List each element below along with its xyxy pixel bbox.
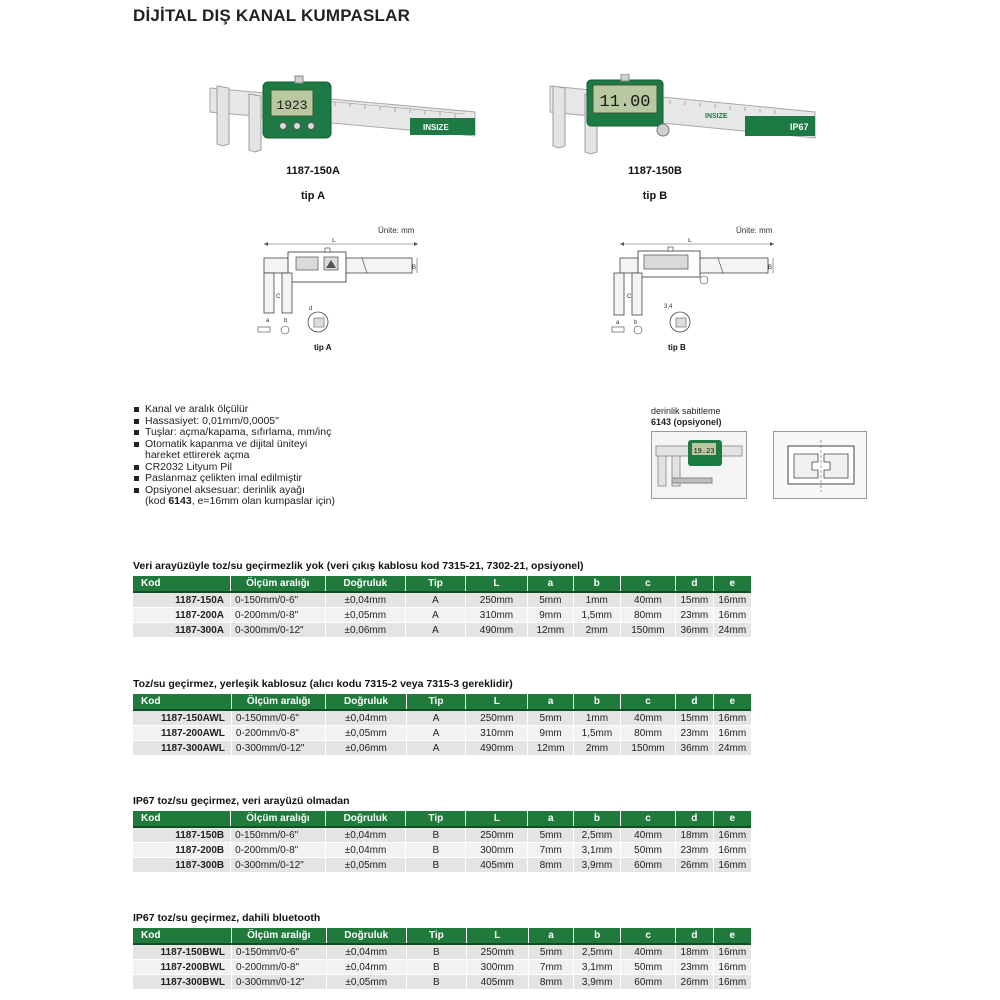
cell-type: B (406, 858, 466, 873)
cell-L: 250mm (465, 592, 527, 608)
cell-type: A (406, 710, 466, 726)
feature-item: Hassasiyet: 0,01mm/0,0005" (133, 416, 375, 428)
cell-range: 0-150mm/0-6" (232, 944, 327, 960)
cell-d: 23mm (676, 960, 713, 975)
cell-b: 1,5mm (573, 608, 620, 623)
cell-code: 1187-200AWL (133, 726, 231, 741)
unit-note-a: Ünite: mm (378, 226, 415, 235)
cell-code: 1187-300B (133, 858, 231, 873)
table-row (133, 827, 751, 843)
cell-b: 2mm (574, 741, 621, 756)
dim-34-b: 3,4 (664, 304, 673, 310)
column-header-accuracy: Doğruluk (325, 811, 406, 827)
feature-text: , e=16mm olan kumpaslar için) (191, 495, 335, 507)
cell-code: 1187-200B (133, 843, 231, 858)
cell-d: 15mm (676, 710, 713, 726)
cell-code: 1187-200A (133, 608, 231, 623)
cell-a: 5mm (528, 944, 573, 960)
cell-c: 150mm (620, 623, 676, 638)
cell-L: 490mm (465, 623, 527, 638)
lcd-value-a: 1923 (276, 98, 308, 113)
cell-e: 16mm (713, 843, 751, 858)
cell-c: 80mm (620, 726, 675, 741)
accessory-caliper-icon (652, 432, 746, 498)
accessory-lcd-value: 19.23 (693, 448, 715, 456)
cell-e: 16mm (713, 726, 751, 741)
cell-e: 16mm (713, 975, 751, 990)
table-row (133, 623, 751, 638)
brand-logo-a: INSIZE (423, 123, 449, 132)
column-header-d: d (676, 811, 713, 827)
cell-L: 300mm (466, 960, 528, 975)
cell-range: 0-200mm/0-8" (231, 608, 326, 623)
table-title-data-interface: Veri arayüzüyle toz/su geçirmezlik yok (veri çıkış kablosu kod 7315-21, 7302-21, opsiyonel) (133, 560, 584, 572)
spec-table-data-interface (133, 576, 751, 638)
cell-e: 16mm (713, 710, 751, 726)
column-header-d: d (676, 928, 713, 944)
accessory-name: derinlik sabitleme (651, 406, 721, 416)
cell-range: 0-300mm/0-12" (231, 741, 325, 756)
cell-c: 60mm (621, 975, 676, 990)
dim-C-a: C (276, 294, 281, 300)
column-header-range: Ölçüm aralığı (231, 576, 326, 592)
cell-accuracy: ±0,06mm (326, 741, 406, 756)
cell-a: 5mm (528, 710, 574, 726)
column-header-type: Tip (406, 576, 466, 592)
cell-e: 16mm (713, 944, 751, 960)
cell-a: 12mm (527, 623, 573, 638)
cell-e: 16mm (713, 960, 751, 975)
cell-b: 3,1mm (574, 960, 621, 975)
column-header-e: e (713, 576, 751, 592)
cell-c: 40mm (620, 592, 676, 608)
column-header-L: L (465, 576, 527, 592)
cell-a: 9mm (527, 608, 573, 623)
cell-b: 3,9mm (573, 858, 620, 873)
dimension-diagram-a (252, 238, 424, 342)
table-row (133, 975, 751, 990)
cell-a: 5mm (527, 592, 573, 608)
cell-d: 36mm (676, 741, 713, 756)
dim-d-a: d (309, 306, 313, 312)
table-row (133, 741, 751, 756)
table-title-wireless: Toz/su geçirmez, yerleşik kablosuz (alıcı kodu 7315-2 veya 7315-3 gereklidir) (133, 678, 513, 690)
cell-a: 8mm (528, 975, 573, 990)
column-header-e: e (713, 811, 751, 827)
dimension-diagram-b (608, 238, 780, 342)
feature-text: (kod (145, 495, 169, 507)
column-header-b: b (574, 928, 621, 944)
cell-d: 18mm (676, 827, 713, 843)
cell-accuracy: ±0,04mm (325, 827, 406, 843)
dim-a-b: a (616, 320, 620, 326)
diagram-type-a: tip A (314, 343, 332, 352)
spec-table-ip67 (133, 811, 751, 873)
feature-item: Otomatik kapanma ve dijital üniteyi (133, 439, 375, 451)
cell-e: 16mm (713, 827, 751, 843)
cell-accuracy: ±0,04mm (325, 843, 406, 858)
ip67-badge: IP67 (790, 122, 809, 132)
cell-c: 50mm (621, 960, 676, 975)
feature-item: CR2032 Lityum Pil (133, 462, 375, 474)
spec-table-bluetooth (133, 928, 751, 990)
column-header-e: e (713, 694, 751, 710)
accessory-label (651, 406, 722, 428)
cell-a: 5mm (528, 827, 574, 843)
column-header-b: b (574, 694, 621, 710)
cell-accuracy: ±0,05mm (325, 608, 405, 623)
column-header-e: e (713, 928, 751, 944)
cell-e: 16mm (713, 858, 751, 873)
column-header-a: a (528, 694, 574, 710)
cell-a: 7mm (528, 960, 573, 975)
cell-range: 0-300mm/0-12" (231, 623, 326, 638)
cell-c: 150mm (620, 741, 675, 756)
cell-d: 15mm (676, 592, 713, 608)
cell-accuracy: ±0,04mm (326, 960, 406, 975)
column-header-c: c (620, 576, 676, 592)
model-caption-b: 1187-150B (628, 165, 682, 177)
cell-a: 7mm (528, 843, 574, 858)
cell-e: 24mm (713, 623, 751, 638)
cell-range: 0-300mm/0-12" (232, 975, 327, 990)
cell-d: 26mm (676, 858, 713, 873)
feature-item: Paslanmaz çelikten imal edilmiştir (133, 473, 375, 485)
column-header-range: Ölçüm aralığı (231, 811, 326, 827)
cell-accuracy: ±0,06mm (325, 623, 405, 638)
cell-d: 36mm (676, 623, 713, 638)
column-header-L: L (466, 694, 528, 710)
cell-range: 0-200mm/0-8" (231, 726, 325, 741)
accessory-diagram (773, 431, 867, 499)
table-row (133, 843, 751, 858)
spec-table-wireless (133, 694, 751, 756)
cell-b: 2,5mm (574, 944, 621, 960)
cell-code: 1187-150A (133, 592, 231, 608)
cell-L: 310mm (465, 608, 527, 623)
cell-range: 0-300mm/0-12" (231, 858, 326, 873)
column-header-a: a (528, 928, 573, 944)
cell-b: 3,1mm (573, 843, 620, 858)
table-row (133, 858, 751, 873)
column-header-type: Tip (406, 928, 466, 944)
column-header-range: Ölçüm aralığı (231, 694, 325, 710)
model-caption-a: 1187-150A (286, 165, 340, 177)
dim-L-a: L (332, 238, 336, 244)
lcd-value-b: 11.00 (599, 93, 651, 112)
cell-type: B (406, 944, 466, 960)
type-caption-a: tip A (300, 190, 326, 202)
column-header-accuracy: Doğruluk (326, 928, 406, 944)
cell-accuracy: ±0,05mm (326, 726, 406, 741)
cell-code: 1187-300BWL (133, 975, 232, 990)
cell-L: 405mm (466, 975, 528, 990)
cell-e: 24mm (713, 741, 751, 756)
page-title: DİJİTAL DIŞ KANAL KUMPASLAR (133, 6, 411, 25)
unit-note-b: Ünite: mm (736, 226, 773, 235)
column-header-code: Kod (133, 694, 231, 710)
cell-L: 300mm (466, 843, 528, 858)
dim-B-b: B (768, 265, 773, 271)
cell-d: 26mm (676, 975, 713, 990)
table-title-bluetooth: IP67 toz/su geçirmez, dahili bluetooth (133, 912, 321, 924)
cell-b: 2mm (573, 623, 620, 638)
cell-range: 0-200mm/0-8" (232, 960, 327, 975)
cell-accuracy: ±0,05mm (326, 975, 406, 990)
groove-diagram-icon (774, 432, 866, 498)
type-caption-b: tip B (642, 190, 668, 202)
cell-a: 12mm (528, 741, 574, 756)
cell-range: 0-150mm/0-6" (231, 827, 326, 843)
dim-b-a: b (284, 318, 288, 324)
cell-b: 1mm (573, 592, 620, 608)
accessory-code: 6143 (168, 495, 192, 507)
cell-a: 8mm (528, 858, 574, 873)
dim-L-b: L (688, 238, 692, 244)
cell-code: 1187-150BWL (133, 944, 232, 960)
cell-accuracy: ±0,04mm (326, 710, 406, 726)
cell-accuracy: ±0,05mm (325, 858, 406, 873)
cell-c: 40mm (621, 944, 676, 960)
feature-item: Opsiyonel aksesuar: derinlik ayağı (133, 485, 375, 497)
table-row (133, 592, 751, 608)
features-list (133, 404, 375, 508)
cell-e: 16mm (713, 608, 751, 623)
cell-range: 0-150mm/0-6" (231, 710, 325, 726)
column-header-L: L (466, 928, 528, 944)
column-header-b: b (573, 811, 620, 827)
feature-item: hareket ettirerek açma (145, 449, 250, 461)
table-row (133, 710, 751, 726)
cell-b: 1,5mm (574, 726, 621, 741)
table-row (133, 960, 751, 975)
cell-L: 405mm (466, 858, 528, 873)
column-header-a: a (527, 576, 573, 592)
cell-b: 1mm (574, 710, 621, 726)
diagram-type-b: tip B (668, 343, 686, 352)
cell-code: 1187-200BWL (133, 960, 232, 975)
column-header-d: d (676, 694, 713, 710)
cell-type: A (406, 726, 466, 741)
column-header-type: Tip (406, 694, 466, 710)
feature-item: Tuşlar: açma/kapama, sıfırlama, mm/inç (133, 427, 375, 439)
column-header-b: b (573, 576, 620, 592)
column-header-c: c (621, 928, 676, 944)
dim-C-b: C (627, 294, 632, 300)
column-header-type: Tip (406, 811, 466, 827)
cell-c: 80mm (620, 608, 676, 623)
column-header-a: a (528, 811, 574, 827)
cell-code: 1187-150AWL (133, 710, 231, 726)
cell-c: 50mm (620, 843, 675, 858)
caliper-photo-b (545, 74, 825, 160)
cell-L: 250mm (466, 710, 528, 726)
cell-code: 1187-300A (133, 623, 231, 638)
table-title-ip67: IP67 toz/su geçirmez, veri arayüzü olmadan (133, 795, 350, 807)
column-header-c: c (620, 694, 675, 710)
cell-a: 9mm (528, 726, 574, 741)
cell-c: 40mm (620, 710, 675, 726)
caliper-photo-a (205, 74, 495, 154)
cell-e: 16mm (713, 592, 751, 608)
cell-L: 490mm (466, 741, 528, 756)
cell-code: 1187-300AWL (133, 741, 231, 756)
cell-L: 250mm (466, 944, 528, 960)
column-header-range: Ölçüm aralığı (232, 928, 327, 944)
brand-logo-b: INSIZE (705, 113, 728, 120)
cell-type: A (406, 592, 466, 608)
cell-type: A (406, 608, 466, 623)
cell-range: 0-150mm/0-6" (231, 592, 326, 608)
table-row (133, 944, 751, 960)
cell-b: 2,5mm (573, 827, 620, 843)
cell-accuracy: ±0,04mm (325, 592, 405, 608)
cell-b: 3,9mm (574, 975, 621, 990)
column-header-code: Kod (133, 576, 231, 592)
column-header-code: Kod (133, 928, 232, 944)
column-header-d: d (676, 576, 713, 592)
dim-B-a: B (412, 265, 417, 271)
feature-item (133, 496, 375, 508)
cell-c: 60mm (620, 858, 675, 873)
dim-a-a: a (266, 318, 270, 324)
cell-type: A (406, 741, 466, 756)
cell-range: 0-200mm/0-8" (231, 843, 326, 858)
cell-d: 23mm (676, 608, 713, 623)
cell-d: 23mm (676, 726, 713, 741)
cell-d: 23mm (676, 843, 713, 858)
cell-type: B (406, 827, 466, 843)
cell-d: 18mm (676, 944, 713, 960)
table-row (133, 608, 751, 623)
accessory-photo (651, 431, 747, 499)
column-header-accuracy: Doğruluk (326, 694, 406, 710)
feature-item: Kanal ve aralık ölçülür (133, 404, 375, 416)
cell-code: 1187-150B (133, 827, 231, 843)
column-header-accuracy: Doğruluk (325, 576, 405, 592)
dim-b-b: b (634, 320, 638, 326)
cell-type: B (406, 975, 466, 990)
cell-accuracy: ±0,04mm (326, 944, 406, 960)
column-header-L: L (466, 811, 528, 827)
cell-L: 310mm (466, 726, 528, 741)
cell-L: 250mm (466, 827, 528, 843)
cell-type: A (406, 623, 466, 638)
accessory-code-label: 6143 (opsiyonel) (651, 417, 722, 427)
cell-type: B (406, 960, 466, 975)
table-row (133, 726, 751, 741)
cell-type: B (406, 843, 466, 858)
column-header-c: c (620, 811, 675, 827)
cell-c: 40mm (620, 827, 675, 843)
column-header-code: Kod (133, 811, 231, 827)
